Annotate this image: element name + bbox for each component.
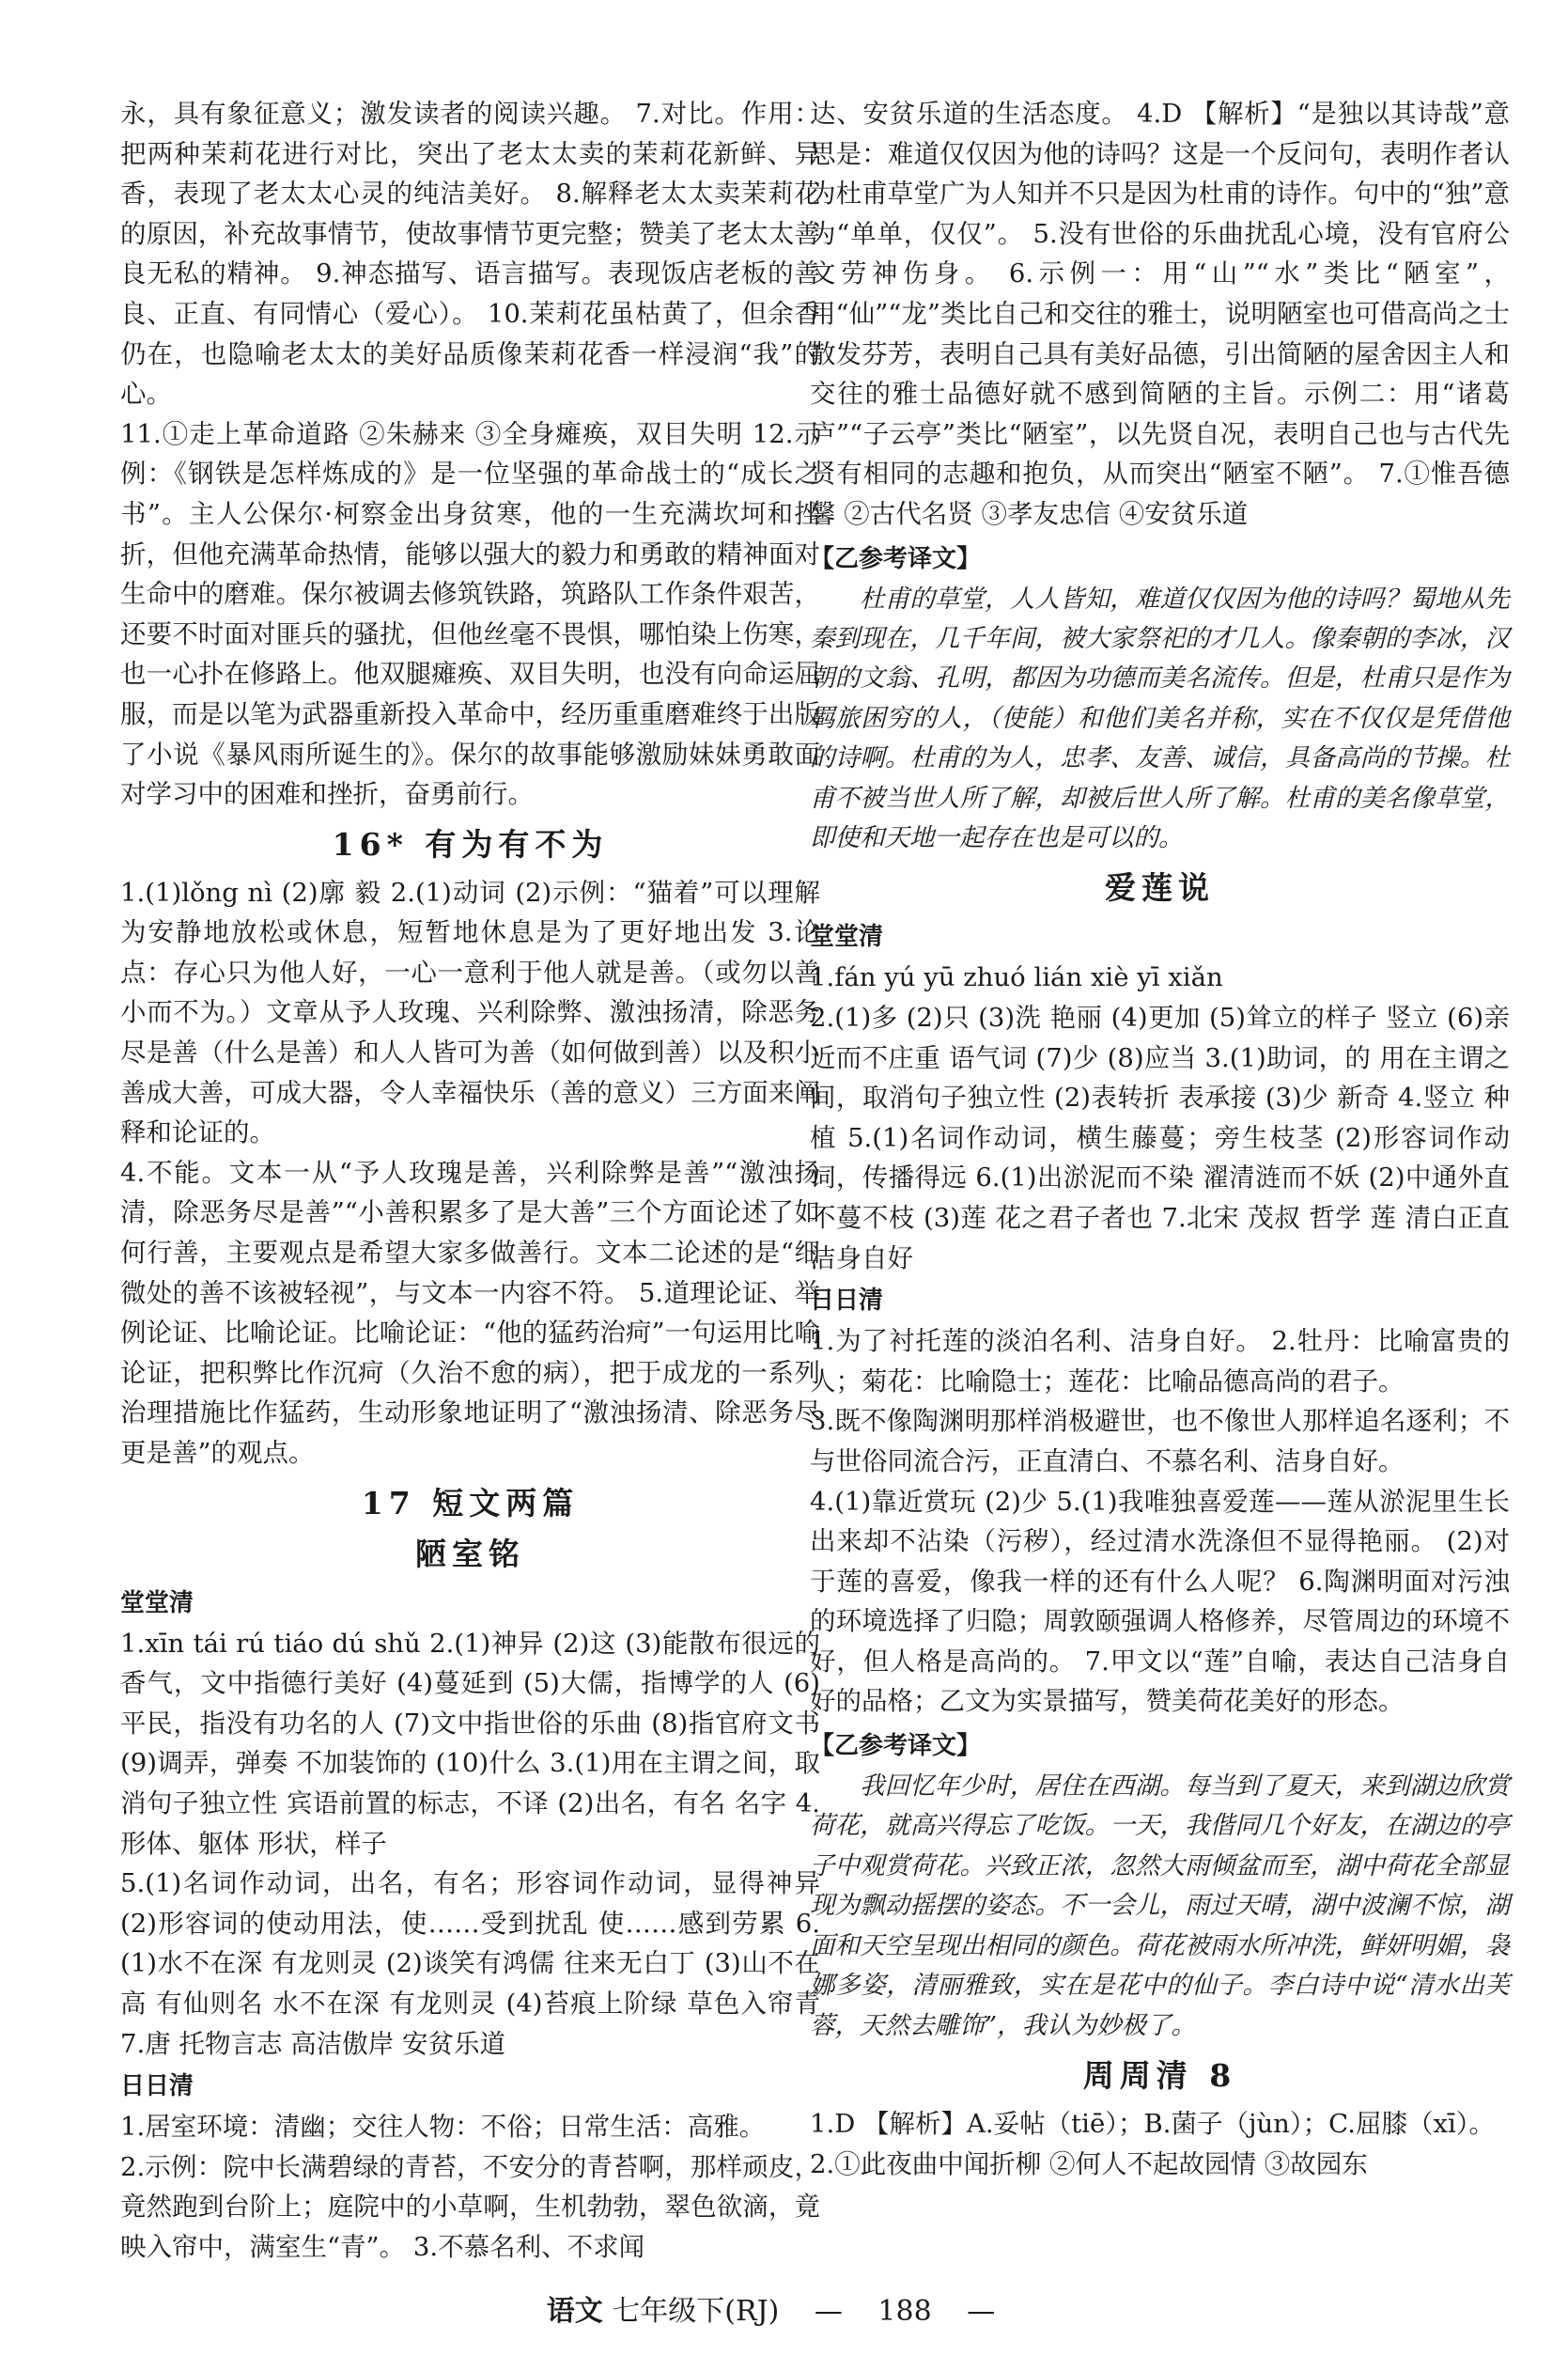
section-heading-ailianshuo: 爱莲说 xyxy=(1105,869,1215,907)
answer-paragraph: 4.(1)靠近赏玩 (2)少 5.(1)我唯独喜爱莲——莲从淤泥里生长出来却不沾染（污秽），经过清水洗涤但不显得艳丽。 (2)对于莲的喜爱，像我一样的还有什么人呢？ 6.陶渊明面对污浊的环境选择了归隐；周敦颐强调人格修养，尽管周边的环境不好，但人格是高尚的。 7.甲文以“莲”自喻，表达自己洁身自好的品格；乙文为实景描写，赞美荷花美好的形态。 xyxy=(810,1486,1510,1717)
footer-subject: 语文 xyxy=(546,2295,603,2328)
translation-label: 【乙参考译文】 xyxy=(810,544,982,573)
answer-paragraph: 2.①此夜曲中闻折柳 ②何人不起故园情 ③故园东 xyxy=(810,2148,1368,2179)
section-heading-weekly-review: 周周清 8 xyxy=(1082,2056,1237,2094)
answer-paragraph: 1.D 【解析】A.妥帖（tiē）；B.菌子（jùn）；C.屈膝（xī）。 xyxy=(810,2108,1496,2139)
answer-paragraph: 达、安贫乐道的生活态度。 4.D 【解析】“是独以其诗哉”意思是：难道仅仅因为他的诗吗？这是一个反问句，表明作者认为杜甫草堂广为人知并不只是因为杜甫的诗作。句中的“独”意为“单单，仅仅”。 5.没有世俗的乐曲扰乱心境，没有官府公文劳神伤身。 6.示例一：用“山”“水”类比“陋室”，用“仙”“龙”类比自己和交往的雅士，说明陋室也可借高尚之士散发芬芳，表明自己具有美好品德，引出简陋的屋舍因主人和交往的雅士品德好就不感到简陋的主旨。示例二：用“诸葛庐”“子云亭”类比“陋室”，以先贤自况，表明自己也与古代先贤有相同的志趣和抱负，从而突出“陋室不陋”。 7.①惟吾德馨 ②古代名贤 ③孝友忠信 ④安贫乐道 xyxy=(810,99,1510,529)
answer-paragraph: 1.(1)lǒng nì (2)廓 毅 2.(1)动词 (2)示例：“猫着”可以理解为安静地放松或休息，短暂地休息是为了更好地出发 3.论点：存心只为他人好，一心一意利于他人就是善。（或勿以善小而不为。）文章从予人玫瑰、兴利除弊、激浊扬清，除恶务尽是善（什么是善）和人人皆可为善（如何做到善）以及积小善成大善，可成大器，令人幸福快乐（善的意义）三方面来阐释和论证的。 xyxy=(120,877,820,1148)
answer-paragraph: 1.居室环境：清幽；交往人物：不俗；日常生活：高雅。 xyxy=(120,2112,766,2143)
subsection-heading-loushiming: 陋室铭 xyxy=(415,1535,525,1572)
label-tangtangqing: 堂堂清 xyxy=(810,923,884,952)
label-tangtangqing: 堂堂清 xyxy=(120,1588,194,1617)
answer-paragraph: 永，具有象征意义；激发读者的阅读兴趣。 7.对比。作用：把两种茉莉花进行对比，突出了老太太卖的茉莉花新鲜、异香，表现了老太太心灵的纯洁美好。 8.解释老太太卖茉莉花的原因，补充故事情节，使故事情节更完整；赞美了老太太善良无私的精神。 9.神态描写、语言描写。表现饭店老板的善良、正直、有同情心（爱心）。 10.茉莉花虽枯黄了，但余香仍在，也隐喻老太太的美好品质像茉莉花香一样浸润“我”的心。 xyxy=(120,99,820,410)
right-column xyxy=(810,94,1510,2184)
section-heading-16: 16* 有为有不为 xyxy=(332,825,609,863)
translation-label: 【乙参考译文】 xyxy=(810,1732,982,1761)
translation-paragraph: 我回忆年少时，居住在西湖。每当到了夏天，来到湖边欣赏荷花，就高兴得忘了吃饭。一天，我偕同几个好友，在湖边的亭子中观赏荷花。兴致正浓，忽然大雨倾盆而至，湖中荷花全部显现为飘动摇摆的姿态。不一会儿，雨过天晴，湖中波澜不惊，湖面和天空呈现出相同的颜色。荷花被雨水所冲洗，鲜妍明媚，袅娜多姿，清丽雅致，实在是花中的仙子。李白诗中说“清水出芙蓉，天然去雕饰”，我认为妙极了。 xyxy=(810,1771,1510,2040)
footer-dash-right: — xyxy=(967,2295,996,2328)
page-footer xyxy=(0,2293,1568,2331)
answer-paragraph: 5.(1)名词作动词，出名，有名；形容词作动词，显得神异 (2)形容词的使动用法，使……受到扰乱 使……感到劳累 6.(1)水不在深 有龙则灵 (2)谈笑有鸿儒 往来无白丁 (3)山不在高 有仙则名 水不在深 有龙则灵 (4)苔痕上阶绿 草色入帘青 7.唐 托物言志 高洁傲岸 安贫乐道 xyxy=(120,1868,820,2059)
label-ririqing: 日日清 xyxy=(120,2072,194,2101)
answer-paragraph: 3.既不像陶渊明那样消极避世，也不像世人那样追名逐利；不与世俗同流合污，正直清白、不慕名利、洁身自好。 xyxy=(810,1406,1510,1476)
section-heading-17: 17 短文两篇 xyxy=(361,1484,580,1521)
page-number: 188 xyxy=(877,2295,932,2328)
answer-paragraph: 1.为了衬托莲的淡泊名利、洁身自好。 2.牡丹：比喻富贵的人；菊花：比喻隐士；莲花：比喻品德高尚的君子。 xyxy=(810,1326,1510,1396)
answer-paragraph: 4.不能。文本一从“予人玫瑰是善，兴利除弊是善”“激浊扬清，除恶务尽是善”“小善积累多了是大善”三个方面论述了如何行善，主要观点是希望大家多做善行。文本二论述的是“细微处的善不该被轻视”，与文本一内容不符。 5.道理论证、举例论证、比喻论证。比喻论证：“他的猛药治疴”一句运用比喻论证，把积弊比作沉疴（久治不愈的病），把于成龙的一系列治理措施比作猛药，生动形象地证明了“激浊扬清、除恶务尽更是善”的观点。 xyxy=(120,1157,820,1468)
answer-paragraph: 2.(1)多 (2)只 (3)洗 艳丽 (4)更加 (5)耸立的样子 竖立 (6)亲近而不庄重 语气词 (7)少 (8)应当 3.(1)助词，的 用在主谓之间，取消句子独立性 (2)表转折 表承接 (3)少 新奇 4.竖立 种植 5.(1)名词作动词，横生藤蔓；旁生枝茎 (2)形容词作动词，传播得远 6.(1)出淤泥而不染 濯清涟而不妖 (2)中通外直 不蔓不枝 (3)莲 花之君子者也 7.北宋 茂叔 哲学 莲 清白正直 洁身自好 xyxy=(810,1002,1510,1273)
answer-paragraph: 1.xīn tái rú tiáo dú shǔ 2.(1)神异 (2)这 (3)能散布很远的香气，文中指德行美好 (4)蔓延到 (5)大儒，指博学的人 (6)平民，指没有功名的人 (7)文中指世俗的乐曲 (8)指官府文书 (9)调弄，弹奏 不加装饰的 (10)什么 3.(1)用在主谓之间，取消句子独立性 宾语前置的标志，不译 (2)出名，有名 名字 4.形体、躯体 形状，样子 xyxy=(120,1628,820,1859)
translation-paragraph: 杜甫的草堂，人人皆知，难道仅仅因为他的诗吗？蜀地从先秦到现在，几千年间，被大家祭祀的才几人。像秦朝的李冰，汉朝的文翁、孔明，都因为功德而美名流传。但是，杜甫只是作为羁旅困穷的人，（使能）和他们美名并称，实在不仅仅是凭借他的诗啊。杜甫的为人，忠孝、友善、诚信，具备高尚的节操。杜甫不被当世人所了解，却被后世人所了解。杜甫的美名像草堂，即使和天地一起存在也是可以的。 xyxy=(810,584,1510,852)
footer-dash-left: — xyxy=(814,2295,843,2328)
left-column xyxy=(120,94,820,2268)
label-ririqing: 日日清 xyxy=(810,1287,884,1316)
answer-paragraph: 11.①走上革命道路 ②朱赫来 ③全身瘫痪，双目失明 12.示例：《钢铁是怎样炼成的》是一位坚强的革命战士的“成长之书”。主人公保尔·柯察金出身贫寒，他的一生充满坎坷和挫折，但他充满革命热情，能够以强大的毅力和勇敢的精神面对生命中的磨难。保尔被调去修筑铁路，筑路队工作条件艰苦，还要不时面对匪兵的骚扰，但他丝毫不畏惧，哪怕染上伤寒，也一心扑在修路上。他双腿瘫痪、双目失明，也没有向命运屈服，而是以笔为武器重新投入革命中，经历重重磨难终于出版了小说《暴风雨所诞生的》。保尔的故事能够激励妹妹勇敢面对学习中的困难和挫折，奋勇前行。 xyxy=(120,418,820,810)
footer-grade: 七年级下(RJ) xyxy=(612,2295,780,2328)
answer-paragraph: 1.fán yú yū zhuó lián xiè yī xiǎn xyxy=(810,962,1223,993)
answer-paragraph: 2.示例：院中长满碧绿的青苔，不安分的青苔啊，那样顽皮，竟然跑到台阶上；庭院中的小草啊，生机勃勃，翠色欲滴，竟映入帘中，满室生“青”。 3.不慕名利、不求闻 xyxy=(120,2151,820,2262)
